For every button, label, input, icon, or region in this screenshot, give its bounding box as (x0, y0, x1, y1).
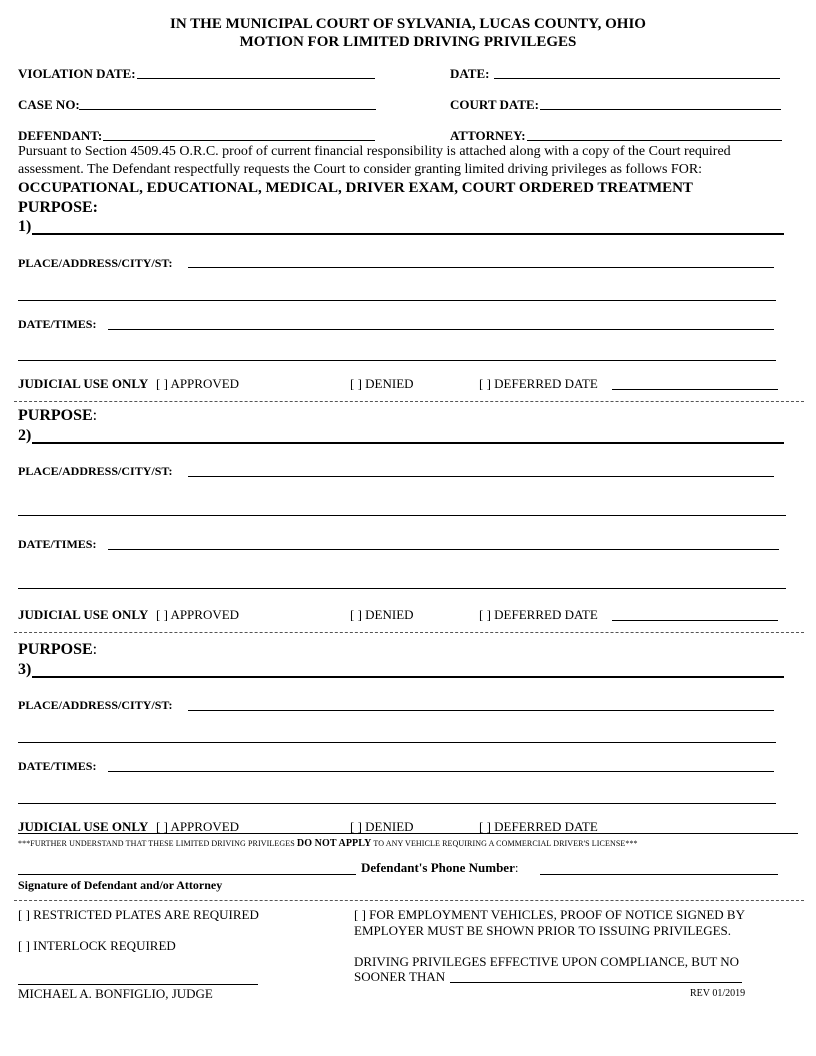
intro-text-line1: Pursuant to Section 4509.45 O.R.C. proof of current financial responsibility is attached along with a copy of the Court required (18, 144, 731, 159)
date-field[interactable] (494, 78, 780, 79)
judge-signature-line[interactable] (18, 984, 258, 985)
approved-checkbox-3[interactable]: [ ] APPROVED (156, 819, 240, 834)
purpose-3-number: 3) (18, 661, 32, 678)
purpose-3-datetimes-label: DATE/TIMES: (18, 759, 97, 773)
judge-name: MICHAEL A. BONFIGLIO, JUDGE (18, 986, 213, 1001)
deferred-date-field-2[interactable] (612, 620, 778, 621)
purpose-1-place-label: PLACE/ADDRESS/CITY/ST: (18, 256, 173, 270)
judicial-use-label-1: JUDICIAL USE ONLY (18, 376, 149, 391)
judicial-use-label-3: JUDICIAL USE ONLY (18, 819, 149, 834)
defendant-label: DEFENDANT: (18, 128, 103, 143)
deferred-checkbox-3[interactable]: [ ] DEFERRED DATE (479, 819, 598, 834)
form-title: MOTION FOR LIMITED DRIVING PRIVILEGES (239, 34, 577, 50)
approved-checkbox-1[interactable]: [ ] APPROVED (156, 376, 240, 391)
signature-field[interactable] (18, 874, 356, 875)
purpose-3-datetimes-field[interactable] (108, 771, 774, 772)
purpose-3-place-label: PLACE/ADDRESS/CITY/ST: (18, 698, 173, 712)
defendant-field[interactable] (103, 140, 375, 141)
denied-checkbox-3[interactable]: [ ] DENIED (350, 819, 414, 834)
purpose-3-datetimes-field-2[interactable] (18, 803, 776, 804)
denied-checkbox-1[interactable]: [ ] DENIED (350, 376, 414, 391)
restricted-plates-checkbox[interactable]: [ ] RESTRICTED PLATES ARE REQUIRED (18, 907, 259, 922)
revision-label: REV 01/2019 (690, 988, 746, 999)
phone-label: Defendant's Phone Number: (361, 860, 519, 875)
purpose-3-place-field-2[interactable] (18, 742, 776, 743)
employment-vehicles-checkbox[interactable]: [ ] FOR EMPLOYMENT VEHICLES, PROOF OF NOTICE SIGNED BY (354, 907, 745, 922)
purpose-2-number: 2) (18, 427, 32, 444)
court-title: IN THE MUNICIPAL COURT OF SYLVANIA, LUCAS COUNTY, OHIO (170, 16, 646, 32)
case-no-label: CASE NO: (18, 97, 80, 112)
phone-field[interactable] (540, 874, 778, 875)
court-date-label: COURT DATE: (450, 97, 539, 112)
judicial-use-label-2: JUDICIAL USE ONLY (18, 607, 149, 622)
deferred-date-field-1[interactable] (612, 389, 778, 390)
deferred-checkbox-2[interactable]: [ ] DEFERRED DATE (479, 607, 598, 622)
date-label: DATE: (450, 66, 490, 81)
attorney-field[interactable] (527, 140, 782, 141)
purpose-2-place-field[interactable] (188, 476, 774, 477)
section-divider (14, 900, 804, 901)
attorney-label: ATTORNEY: (450, 128, 526, 143)
purpose-2-label: PURPOSE: (18, 407, 98, 424)
purpose-1-place-field-2[interactable] (18, 300, 776, 301)
intro-text-line2: assessment. The Defendant respectfully requests the Court to consider granting limited driving privileges as follows FOR: (18, 162, 703, 177)
interlock-checkbox[interactable]: [ ] INTERLOCK REQUIRED (18, 938, 176, 953)
purpose-2-place-label: PLACE/ADDRESS/CITY/ST: (18, 464, 173, 478)
purpose-2-datetimes-field[interactable] (108, 549, 779, 550)
purpose-1-place-field[interactable] (188, 267, 774, 268)
signature-label: Signature of Defendant and/or Attorney (18, 878, 223, 892)
court-date-field[interactable] (540, 109, 781, 110)
purpose-3-field[interactable] (32, 676, 784, 678)
violation-date-label: VIOLATION DATE: (18, 66, 136, 81)
purpose-2-place-field-2[interactable] (18, 515, 786, 516)
purpose-2-field[interactable] (32, 442, 784, 444)
effective-text-line2: SOONER THAN (354, 969, 446, 984)
purpose-1-field[interactable] (32, 233, 784, 235)
purpose-3-label: PURPOSE: (18, 641, 98, 658)
section-divider (14, 632, 804, 633)
employment-vehicles-text: EMPLOYER MUST BE SHOWN PRIOR TO ISSUING PRIVILEGES. (354, 923, 732, 938)
purpose-2-datetimes-label: DATE/TIMES: (18, 537, 97, 551)
purpose-3-place-field[interactable] (188, 710, 774, 711)
purpose-1-datetimes-field-2[interactable] (18, 360, 776, 361)
effective-text-line1: DRIVING PRIVILEGES EFFECTIVE UPON COMPLIANCE, BUT NO (354, 954, 740, 969)
approved-checkbox-2[interactable]: [ ] APPROVED (156, 607, 240, 622)
deferred-checkbox-1[interactable]: [ ] DEFERRED DATE (479, 376, 598, 391)
section-divider (14, 401, 804, 402)
case-no-field[interactable] (79, 109, 376, 110)
effective-date-field[interactable] (450, 982, 742, 983)
purpose-1-label: PURPOSE: (18, 199, 98, 216)
denied-checkbox-2[interactable]: [ ] DENIED (350, 607, 414, 622)
judicial-use-underline-3 (18, 833, 798, 834)
cdl-notice: ***FURTHER UNDERSTAND THAT THESE LIMITED DRIVING PRIVILEGES DO NOT APPLY TO ANY VEHICLE REQUIRING A COMMERCIAL DRIVER'S LICENSE*** (18, 838, 638, 849)
purpose-1-datetimes-field[interactable] (108, 329, 774, 330)
purpose-1-number: 1) (18, 218, 32, 235)
violation-date-field[interactable] (137, 78, 375, 79)
purpose-2-datetimes-field-2[interactable] (18, 588, 786, 589)
privilege-categories: OCCUPATIONAL, EDUCATIONAL, MEDICAL, DRIVER EXAM, COURT ORDERED TREATMENT (18, 180, 693, 196)
purpose-1-datetimes-label: DATE/TIMES: (18, 317, 97, 331)
